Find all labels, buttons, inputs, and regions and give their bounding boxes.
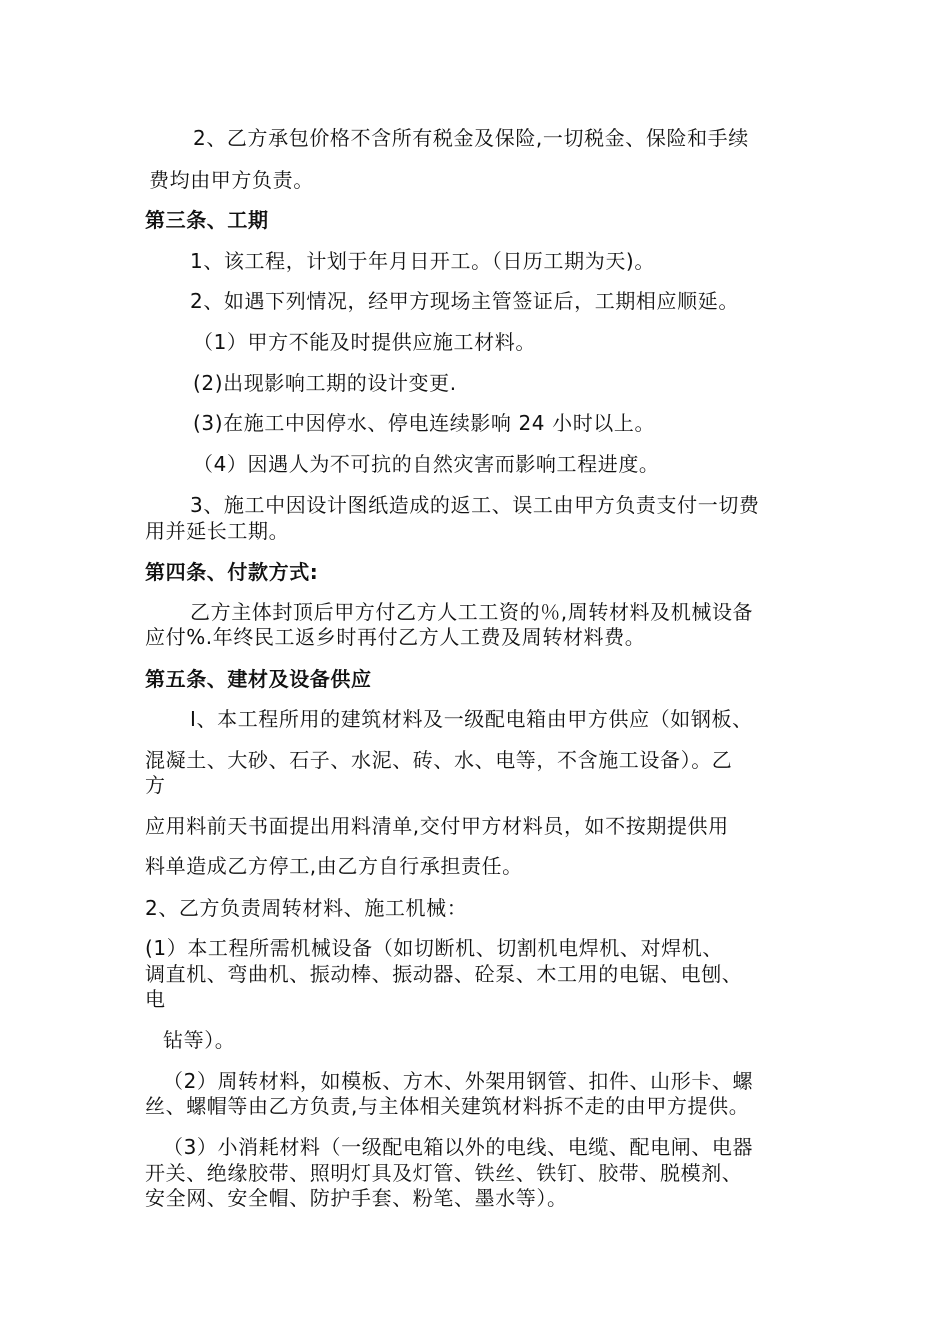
turnover-materials-line2: 丝、螺帽等由乙方负责,与主体相关建筑材料拆不走的由甲方提供。 [145, 1094, 750, 1118]
payment-line2: 应付%.年终民工返乡时再付乙方人工费及周转材料费。 [145, 625, 646, 649]
consumables-line2: 开关、绝缘胶带、照明灯具及灯管、铁丝、铁钉、胶带、脱模剂、 [145, 1161, 743, 1185]
equipment-line3: 电 [145, 987, 166, 1011]
supply-item-1-line2: 混凝土、大砂、石子、水泥、砖、水、电等，不含施工设备）。乙 [145, 748, 733, 772]
supply-item-1-line5: 料单造成乙方停工,由乙方自行承担责任。 [145, 854, 523, 878]
schedule-sub-2: (2)出现影响工期的设计变更. [193, 371, 457, 395]
consumables-line1: （3）小消耗材料（一级配电箱以外的电线、电缆、配电闸、电器 [163, 1135, 754, 1159]
supply-item-1-line4: 应用料前天书面提出用料清单,交付甲方材料员，如不按期提供用 [145, 814, 729, 838]
article-5-heading: 第五条、建材及设备供应 [145, 667, 372, 691]
equipment-line1: (1）本工程所需机械设备（如切断机、切割机电焊机、对焊机、 [145, 936, 723, 960]
article-3-heading: 第三条、工期 [145, 208, 269, 232]
payment-line1: 乙方主体封顶后甲方付乙方人工工资的％,周转材料及机械设备 [190, 600, 754, 624]
article-4-heading: 第四条、付款方式: [145, 560, 319, 584]
consumables-line3: 安全网、安全帽、防护手套、粉笔、墨水等）。 [145, 1186, 568, 1210]
clause-2-price-line1: 2、乙方承包价格不含所有税金及保险,一切税金、保险和手续 [193, 126, 749, 150]
schedule-item-2: 2、如遇下列情况，经甲方现场主管签证后，工期相应顺延。 [190, 289, 739, 313]
equipment-line2: 调直机、弯曲机、振动棒、振动器、砼泵、木工用的电锯、电刨、 [145, 962, 743, 986]
schedule-sub-4: （4）因遇人为不可抗的自然灾害而影响工程进度。 [193, 452, 660, 476]
schedule-item-3-line2: 用并延长工期。 [145, 519, 290, 543]
clause-2-price-line2: 费均由甲方负责。 [149, 168, 314, 192]
turnover-materials-line1: （2）周转材料，如模板、方木、外架用钢管、扣件、山形卡、螺 [163, 1069, 754, 1093]
schedule-item-3-line1: 3、施工中因设计图纸造成的返工、误工由甲方负责支付一切费 [190, 493, 760, 517]
supply-item-1-line1: I、本工程所用的建筑材料及一级配电箱由甲方供应（如钢板、 [190, 707, 753, 731]
supply-item-1-line3: 方 [145, 773, 166, 797]
supply-item-2: 2、乙方负责周转材料、施工机械： [145, 896, 468, 920]
schedule-sub-1: （1）甲方不能及时提供应施工材料。 [193, 330, 536, 354]
schedule-item-1: 1、该工程，计划于年月日开工。（日历工期为天)。 [190, 249, 655, 273]
equipment-line4: 钻等）。 [163, 1028, 236, 1052]
schedule-sub-3: (3)在施工中因停水、停电连续影响 24 小时以上。 [193, 411, 656, 435]
